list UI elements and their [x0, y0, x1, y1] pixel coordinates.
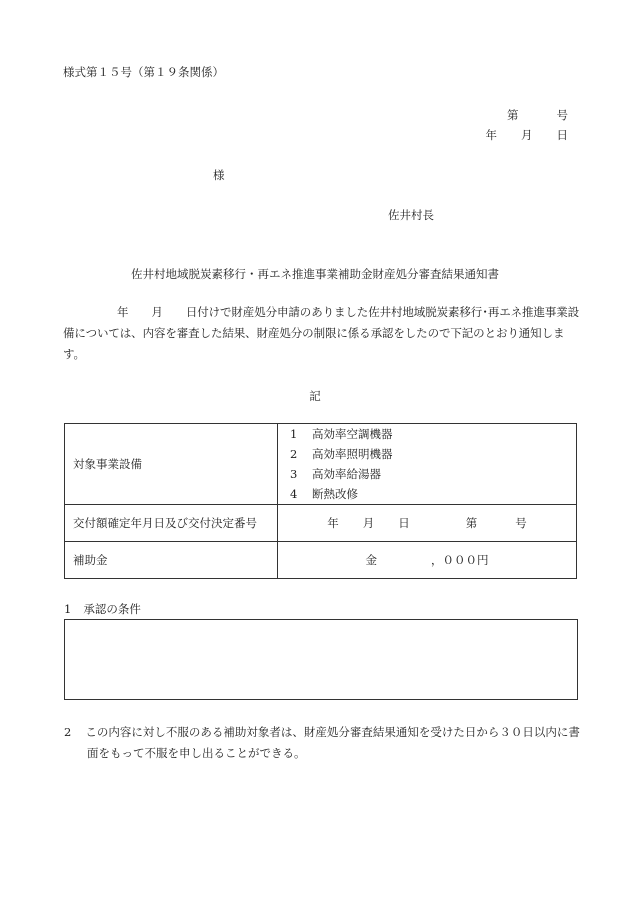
equipment-name: 高効率空調機器	[312, 427, 393, 441]
equipment-item	[290, 444, 568, 464]
decision-number-prefix: 第	[465, 515, 478, 530]
document-date	[400, 127, 568, 143]
date-day: 日	[556, 128, 568, 142]
amount-suffix: ，０００円	[431, 552, 489, 567]
issuer: 佐井村長	[388, 208, 434, 222]
equipment-label: 対象事業設備	[65, 424, 278, 505]
body-text: 日付けで財産処分申請のありました佐井村地域脱炭素移行･再エネ推進事業設備については、内容を審査した結果、財産処分の制限に係る承認をしたので下記のとおり通知します。	[63, 305, 580, 361]
appeal-note-num: 2	[64, 725, 72, 739]
table-row-amount	[65, 542, 577, 579]
equipment-item	[290, 464, 568, 484]
conditions-heading-num: 1	[64, 602, 72, 616]
document-title: 佐井村地域脱炭素移行・再エネ推進事業補助金財産処分審査結果通知書	[131, 267, 499, 281]
equipment-name: 断熱改修	[312, 487, 358, 501]
equipment-num: 1	[290, 427, 298, 441]
date-year: 年	[485, 128, 497, 142]
decision-label: 交付額確定年月日及び交付決定番号	[65, 505, 278, 542]
equipment-num: 4	[290, 487, 298, 501]
equipment-name: 高効率給湯器	[312, 467, 381, 481]
equipment-list	[286, 424, 568, 504]
table-row-decision	[65, 505, 577, 542]
equipment-item	[290, 424, 568, 444]
conditions-heading-text: 承認の条件	[83, 602, 141, 616]
number-suffix: 号	[556, 108, 568, 122]
amount-label: 補助金	[65, 542, 278, 579]
conditions-box	[64, 619, 578, 700]
recipient-honorific: 様	[213, 168, 225, 182]
appeal-note-text: この内容に対し不服のある補助対象者は、財産処分審査結果通知を受けた日から３０日以内に書面をもって不服を申し出ることができる。	[85, 725, 580, 760]
document-number	[400, 107, 568, 123]
body-year: 年	[117, 305, 129, 319]
equipment-cell	[278, 424, 577, 505]
equipment-item	[290, 484, 568, 504]
decision-value	[278, 505, 577, 542]
table-row-equipment	[65, 424, 577, 505]
decision-year: 年	[327, 515, 339, 530]
body-month: 月	[151, 305, 163, 319]
amount-prefix: 金	[365, 552, 377, 567]
date-month: 月	[521, 128, 533, 142]
decision-month: 月	[362, 515, 375, 530]
form-label: 様式第１５号（第１９条関係）	[63, 65, 224, 79]
ki-heading: 記	[309, 389, 321, 403]
decision-number-suffix: 号	[515, 515, 527, 530]
details-table	[64, 423, 577, 579]
number-prefix: 第	[507, 108, 519, 122]
equipment-num: 3	[290, 467, 298, 481]
equipment-name: 高効率照明機器	[312, 447, 393, 461]
decision-day: 日	[398, 515, 410, 530]
equipment-num: 2	[290, 447, 298, 461]
conditions-heading	[64, 601, 141, 617]
body-paragraph	[63, 302, 583, 365]
amount-value	[278, 542, 577, 579]
appeal-note	[64, 722, 580, 764]
